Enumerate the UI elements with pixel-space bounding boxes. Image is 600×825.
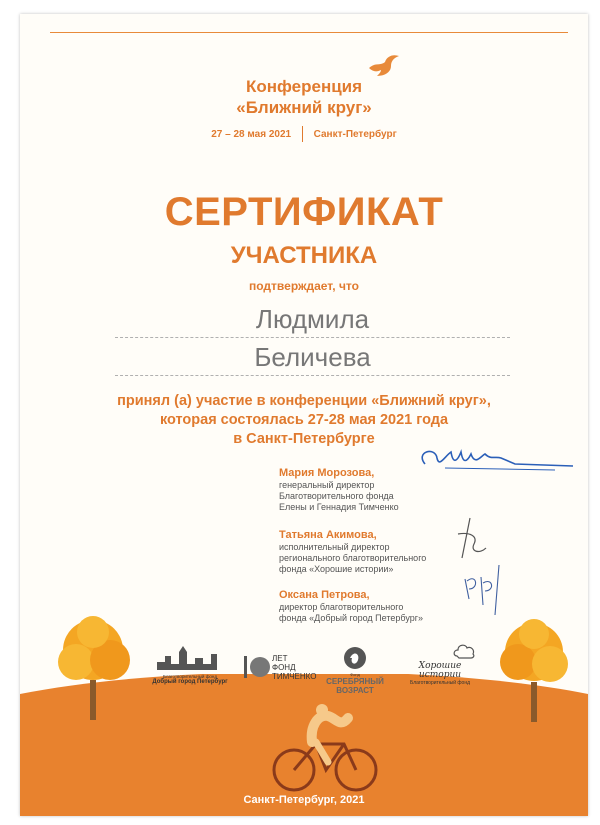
- conference-line2: «Ближний круг»: [236, 98, 372, 117]
- signer-role: генеральный директор: [279, 480, 375, 490]
- signer-name: Мария Морозова,: [279, 467, 375, 479]
- divider: [302, 126, 303, 142]
- logo-dobry-gorod: [150, 642, 230, 685]
- statement-line3: в Санкт-Петербурге: [233, 431, 375, 447]
- signature-petrova: [455, 559, 515, 619]
- footer-text: Санкт-Петербург, 2021: [243, 794, 365, 806]
- signer-name: Оксана Петрова,: [279, 589, 370, 601]
- statement-line2: которая состоялась 27-28 мая 2021 года: [159, 412, 449, 428]
- silver-line1: СЕРЕБРЯНЫЙ: [326, 677, 384, 686]
- partner-logos: [20, 642, 588, 702]
- signer-akimova: [279, 528, 426, 575]
- signer-role: директор благотворительного: [279, 602, 404, 612]
- signer-petrova: [279, 588, 423, 624]
- signer-role: исполнительный директор: [279, 542, 390, 552]
- statement: [20, 392, 588, 449]
- good-line3: Благотворительный фонд: [409, 680, 471, 686]
- last-name: Беличева: [115, 342, 510, 376]
- silver-age-icon: [342, 646, 368, 670]
- certificate-subtitle: УЧАСТНИКА: [230, 242, 378, 269]
- timchenko-fond: ФОНД: [272, 663, 296, 672]
- timchenko-years: ЛЕТ: [272, 654, 288, 663]
- signer-role: регионального благотворительного: [279, 553, 427, 563]
- timchenko-name: ТИМЧЕНКО: [272, 672, 317, 681]
- signer-role: фонда «Хорошие истории»: [279, 564, 394, 574]
- cyclist-icon: [270, 704, 380, 794]
- statement-line1: принял (а) участие в конференции «Ближний круг»,: [117, 393, 491, 409]
- signer-role: Благотворительного фонда: [279, 491, 394, 501]
- signer-role: Елены и Геннадия Тимченко: [279, 502, 399, 512]
- silver-prefix: Фонд: [350, 672, 360, 677]
- signer-role: фонда «Добрый город Петербург»: [279, 613, 424, 623]
- logo-timchenko: [242, 654, 322, 681]
- conference-title: [20, 76, 588, 118]
- cloud-icon: [453, 642, 477, 660]
- conference-line1: Конференция: [245, 77, 363, 96]
- logo-dobry-small: Благотворительный фонд: [162, 674, 218, 679]
- signer-name: Татьяна Акимова,: [279, 529, 377, 541]
- conference-dates: 27 – 28 мая 2021: [211, 128, 292, 140]
- conference-city: Санкт-Петербург: [313, 128, 397, 140]
- silver-line2: ВОЗРАСТ: [336, 686, 374, 695]
- good-line1: Хорошие: [418, 661, 462, 671]
- signature-akimova: [440, 514, 500, 564]
- logo-silver-age: [320, 646, 390, 695]
- certificate-sheet: [20, 14, 588, 816]
- first-name: Людмила: [115, 304, 510, 338]
- city-skyline-icon: [155, 642, 225, 672]
- logo-good-stories: [400, 642, 480, 686]
- timchenko-10-icon: [242, 654, 272, 680]
- good-line2: истории: [418, 670, 462, 680]
- confirms-text: подтверждает, что: [249, 279, 359, 293]
- certificate-title: СЕРТИФИКАТ: [164, 190, 444, 234]
- signer-morozova: [279, 466, 399, 513]
- logo-dobry-main: Добрый город Петербург: [152, 679, 228, 685]
- signature-morozova: [405, 442, 585, 482]
- dates-row: [20, 126, 588, 142]
- top-rule: [50, 32, 568, 33]
